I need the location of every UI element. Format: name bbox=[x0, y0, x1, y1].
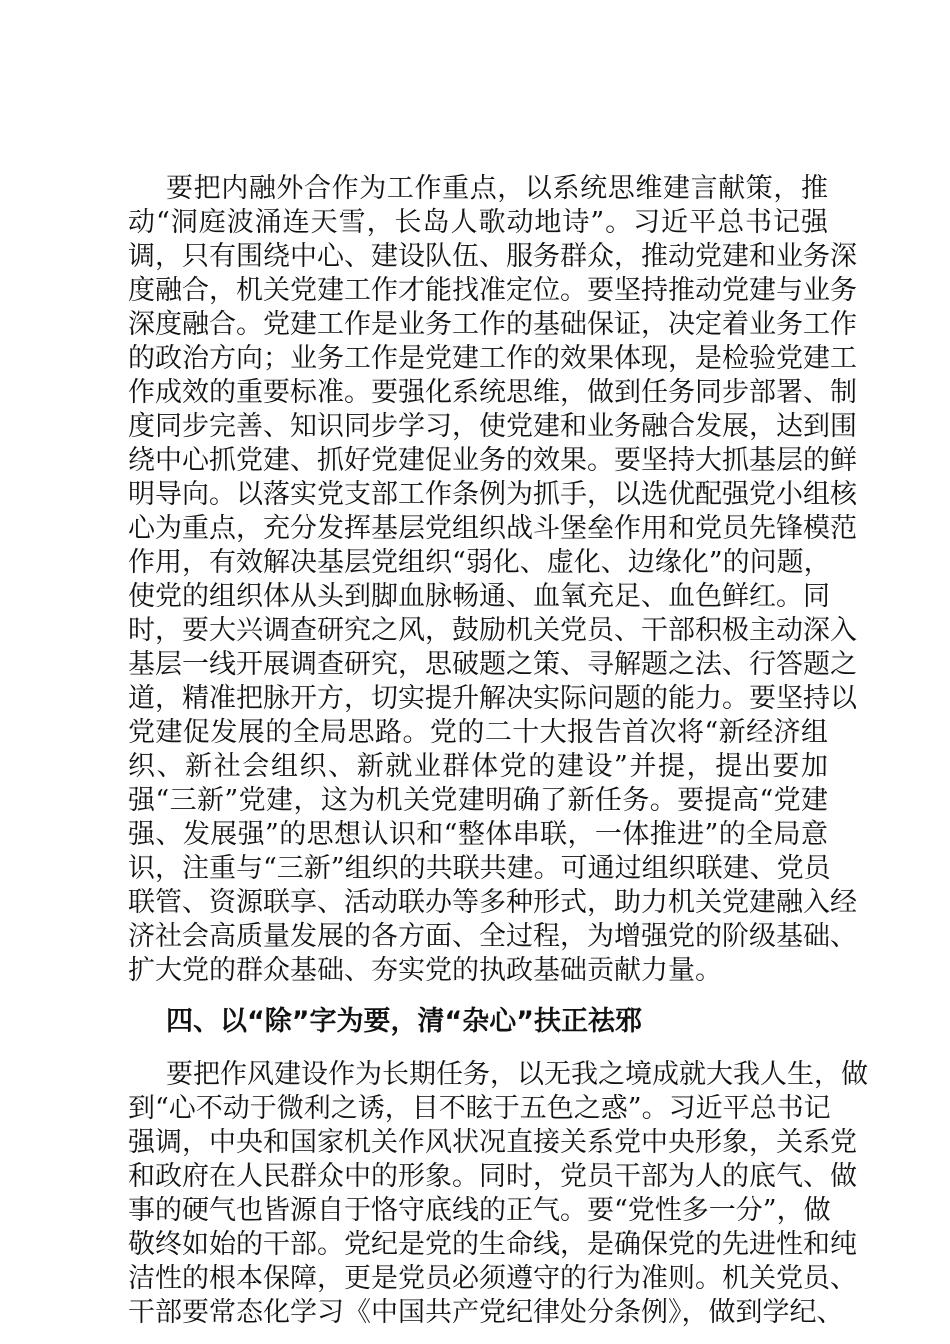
paragraph-2-line-3: 强调，中央和国家机关作风状况直接关系党中央形象，关系党 bbox=[128, 1127, 857, 1158]
paragraph-1-line-5: 深度融合。党建工作是业务工作的基础保证，决定着业务工作 bbox=[128, 309, 857, 340]
paragraph-1-line-9: 绕中心抓党建、抓好党建促业务的效果。要坚持大抓基层的鲜 bbox=[128, 445, 857, 476]
paragraph-2-line-8: 干部要常态化学习《中国共产党纪律处分条例》，做到学纪、 bbox=[128, 1297, 844, 1328]
paragraph-1-line-8: 度同步完善、知识同步学习，使党建和业务融合发展，达到围 bbox=[128, 411, 857, 442]
paragraph-1-line-21: 识，注重与“三新”组织的共联共建。可通过组织联建、党员 bbox=[128, 853, 831, 884]
paragraph-2-line-1: 要把作风建设作为长期任务，以无我之境成就大我人生，做 bbox=[166, 1059, 868, 1090]
paragraph-1-line-24: 扩大党的群众基础、夯实党的执政基础贡献力量。 bbox=[128, 955, 722, 986]
paragraph-1-line-7: 作成效的重要标准。要强化系统思维，做到任务同步部署、制 bbox=[128, 377, 857, 408]
paragraph-2-line-2: 到“心不动于微利之诱，目不眩于五色之惑”。习近平总书记 bbox=[128, 1093, 831, 1124]
paragraph-1-line-20: 强、发展强”的思想认识和“整体串联，一体推进”的全局意 bbox=[128, 819, 828, 850]
paragraph-1-line-11: 心为重点，充分发挥基层党组织战斗堡垒作用和党员先锋模范 bbox=[128, 513, 857, 544]
paragraph-1-line-10: 明导向。以落实党支部工作条例为抓手，以选优配强党小组核 bbox=[128, 479, 857, 510]
paragraph-1-line-23: 济社会高质量发展的各方面、全过程，为增强党的阶级基础、 bbox=[128, 921, 857, 952]
paragraph-2-line-6: 敬终如始的干部。党纪是党的生命线，是确保党的先进性和纯 bbox=[128, 1229, 857, 1260]
paragraph-1-line-2: 动“洞庭波涌连天雪，长岛人歌动地诗”。习近平总书记强 bbox=[128, 207, 828, 238]
paragraph-1-line-6: 的政治方向；业务工作是党建工作的效果体现，是检验党建工 bbox=[128, 343, 857, 374]
paragraph-1-line-14: 时，要大兴调查研究之风，鼓励机关党员、干部积极主动深入 bbox=[128, 615, 857, 646]
paragraph-1-line-16: 道，精准把脉开方，切实提升解决实际问题的能力。要坚持以 bbox=[128, 683, 857, 714]
paragraph-1-line-3: 调，只有围绕中心、建设队伍、服务群众，推动党建和业务深 bbox=[128, 241, 857, 272]
paragraph-1-line-13: 使党的组织体从头到脚血脉畅通、血氧充足、血色鲜红。同 bbox=[128, 581, 830, 612]
paragraph-1-line-15: 基层一线开展调查研究，思破题之策、寻解题之法、行答题之 bbox=[128, 649, 857, 680]
paragraph-2-line-4: 和政府在人民群众中的形象。同时，党员干部为人的底气、做 bbox=[128, 1161, 857, 1192]
paragraph-2-line-5: 事的硬气也皆源自于恪守底线的正气。要“党性多一分”，做 bbox=[128, 1195, 831, 1226]
paragraph-1-line-18: 织、新社会组织、新就业群体党的建设”并提，提出要加 bbox=[128, 751, 828, 782]
paragraph-1-line-17: 党建促发展的全局思路。党的二十大报告首次将“新经济组 bbox=[128, 717, 828, 748]
paragraph-1-line-4: 度融合，机关党建工作才能找准定位。要坚持推动党建与业务 bbox=[128, 275, 857, 306]
paragraph-1-line-19: 强“三新”党建，这为机关党建明确了新任务。要提高“党建 bbox=[128, 785, 828, 816]
paragraph-1-line-1: 要把内融外合作为工作重点，以系统思维建言献策，推 bbox=[166, 173, 828, 204]
paragraph-2-line-7: 洁性的根本保障，更是党员必须遵守的行为准则。机关党员、 bbox=[128, 1263, 857, 1294]
paragraph-1-line-22: 联管、资源联享、活动联办等多种形式，助力机关党建融入经 bbox=[128, 887, 857, 918]
section-heading: 四、以“除”字为要，清“杂心”扶正祛邪 bbox=[166, 1006, 642, 1037]
paragraph-1-line-12: 作用，有效解决基层党组织“弱化、虚化、边缘化”的问题， bbox=[128, 547, 831, 578]
